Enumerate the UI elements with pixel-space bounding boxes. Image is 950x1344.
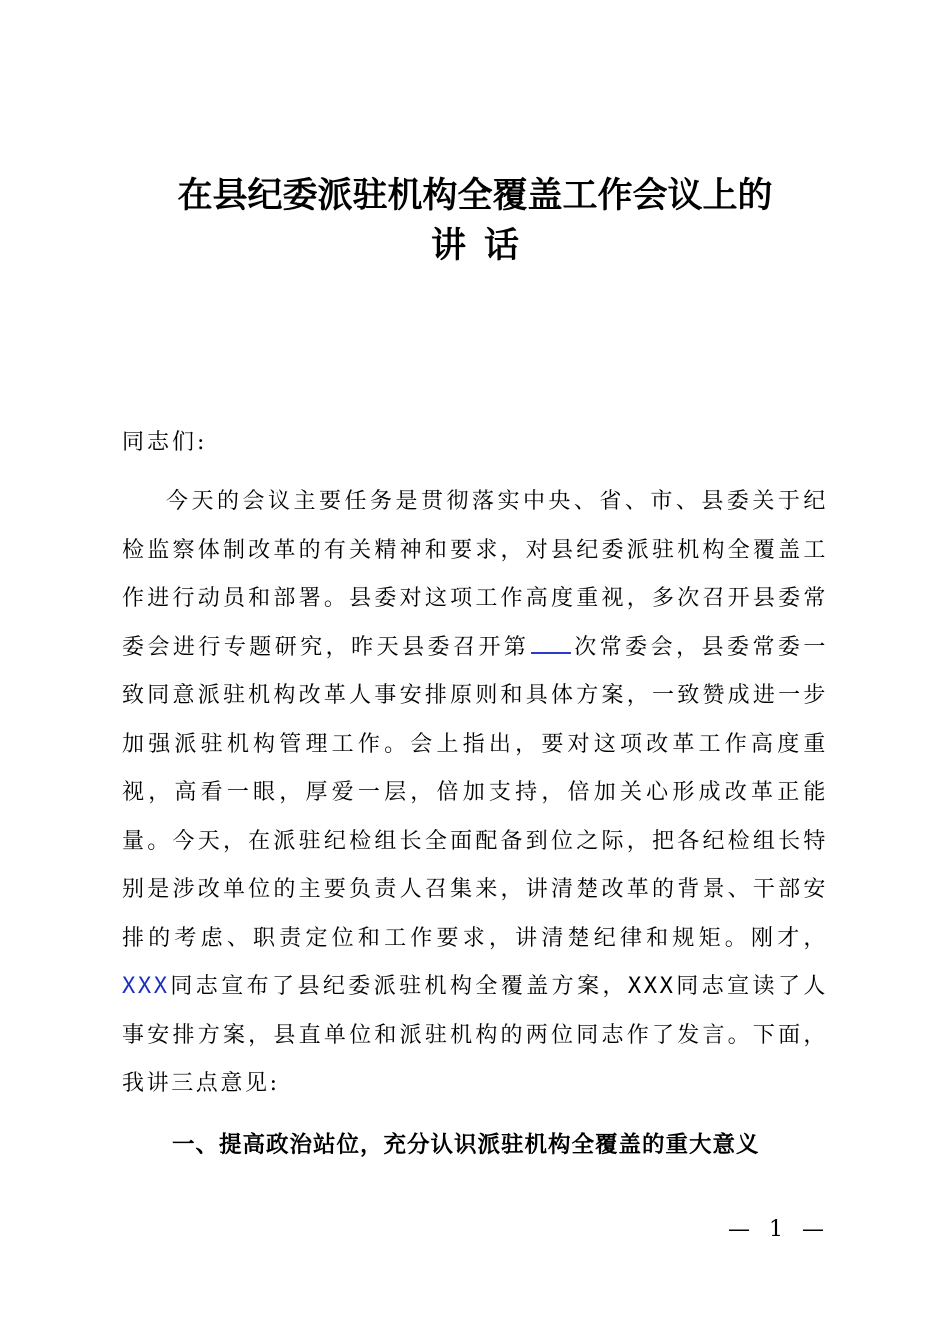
document-title-line2: 讲话 [430, 226, 537, 266]
paragraph-text-part2: 次常委会，县委常委一致同意派驻机构改革人事安排原则和具体方案，一致赞成进一步加强派驻机构管理工作。会上指出，要对这项改革工作高度重视，高看一眼，厚爱一层，倍加支持，倍加关心形成改革正能量。今天，在派驻纪检组长全面配备到位之际，把各纪检组长特别是涉改单位的主要负责人召集来，讲清楚改革的背景、干部安排的考虑、职责定位和工作要求，讲清楚纪律和规矩。刚才， [122, 634, 828, 951]
section-heading: 一、提高政治站位，充分认识派驻机构全覆盖的重大意义 [172, 1132, 760, 1158]
placeholder-name-link[interactable]: XXX [122, 974, 170, 999]
paragraph-text-part1: 今天的会议主要任务是贯彻落实中央、省、市、县委关于纪检监察体制改革的有关精神和要求，对县纪委派驻机构全覆盖工作进行动员和部署。县委对这项工作高度重视，多次召开县委常委会进行专题研究，昨天县委召开第 [122, 489, 828, 660]
body-paragraph [122, 478, 828, 1109]
paragraph-text-part4: 同志宣读了人事安排方案，县直单位和派驻机构的两位同志作了发言。下面，我讲三点意见: [122, 974, 828, 1096]
document-title-line1: 在县纪委派驻机构全覆盖工作会议上的 [177, 176, 773, 216]
placeholder-name: XXX [627, 974, 676, 999]
greeting: 同志们: [122, 430, 208, 455]
fill-in-blank [531, 632, 571, 654]
page-number: — 1 — [728, 1217, 830, 1242]
paragraph-text-part3: 同志宣布了县纪委派驻机构全覆盖方案， [169, 974, 628, 999]
